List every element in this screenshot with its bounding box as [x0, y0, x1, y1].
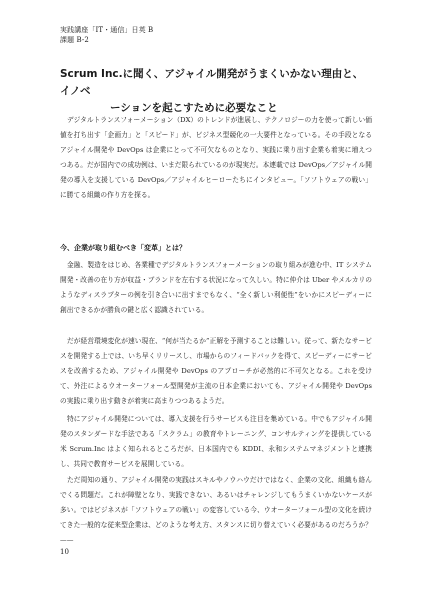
section-heading: 今、企業が取り組むべき「変革」とは？: [60, 244, 186, 252]
course-header: [60, 25, 153, 45]
intro-block: [60, 113, 372, 203]
body-paragraph: 金融、製造をはじめ、各業種でデジタルトランスフォーメーションの取り組みが進む中、IT システム開発・改善の在り方が収益・ブランドを左右する状況になって久しい。特に仲介は Uber やメルカリのようなディスラプターの例を引き合いに出すまでもなく、“全く新しい利便性”をいかにスピーディーに創出できるかが勝負の鍵と広く認識されている。: [60, 261, 372, 314]
paragraph-4: [60, 473, 372, 548]
page-number: 10: [60, 548, 69, 556]
assignment-label: 課題 B-2: [60, 36, 89, 44]
article-title: [60, 66, 372, 117]
paragraph-2: [60, 334, 372, 409]
intro-paragraph: デジタルトランスフォーメーション（DX）のトレンドが進展し、テクノロジーの力を使って新しい価値を打ち出す「企画力」と「スピード」が、ビジネス型競化の一大要件となっている。その手段となるアジャイル開発や DevOps は企業にとって不可欠なものとなり、実践に乗り出す企業も着実に増えつつある。だが国内での成功例は、いまだ限られているのが現実だ。本連載では DevOps／アジャイル開発の導入を支援している DevOps／アジャイルヒーローたちにインタビュー。「ソフトウェアの戦い」に勝てる組織の作り方を探る。: [60, 116, 372, 199]
title-line-2: ーションを起こすために必要なこと: [110, 102, 278, 114]
course-title: 実践講座「IT・通信」日英 B: [60, 26, 154, 34]
body-paragraph: だが経営環境変化が速い現在、“何が当たるか”正解を予測することは難しい。従って、新たなサービスを開発する上では、いち早くリリースし、市場からのフィードバックを得て、スピーディーにサービスを改善するため、アジャイル開発や DevOps のアプローチが必然的に不可欠となる。これを受けて、外注によるウオーターフォール型開発が主流の日本企業においても、アジャイル開発や DevOps の実践に乗り出す動きが着実に高まりつつあるようだ。: [60, 337, 372, 405]
body-paragraph: ただ周知の通り、アジャイル開発の実践はスキルやノウハウだけではなく、企業の文化、組織も絡んでくる問題だ。これが障壁となり、実践できない、あるいはチャレンジしてもうまくいかないケースが多い。ではビジネスが「ソフトウェアの戦い」の変容している今、ウオーターフォール型の文化を続けてきた一般的な従来型企業は、どのような考え方、スタンスに切り替えていく必要があるのだろうか？——: [60, 476, 372, 544]
paragraph-3: [60, 412, 372, 472]
paragraph-1: [60, 258, 372, 318]
title-line-1: Scrum Inc.に聞く、アジャイル開発がうまくいかない理由と、イノベ: [60, 68, 364, 97]
body-paragraph: 特にアジャイル開発については、導入支援を行うサービスも注目を集めている。中でもアジャイル開発のスタンダードな手法である「スクラム」の教育やトレーニング、コンサルティングを提供している米 Scrum.Inc はよく知られるところだが、日本国内でも KDDI、永和システムマネジメントと連携し、共同で教育サービスを展開している。: [60, 415, 372, 468]
